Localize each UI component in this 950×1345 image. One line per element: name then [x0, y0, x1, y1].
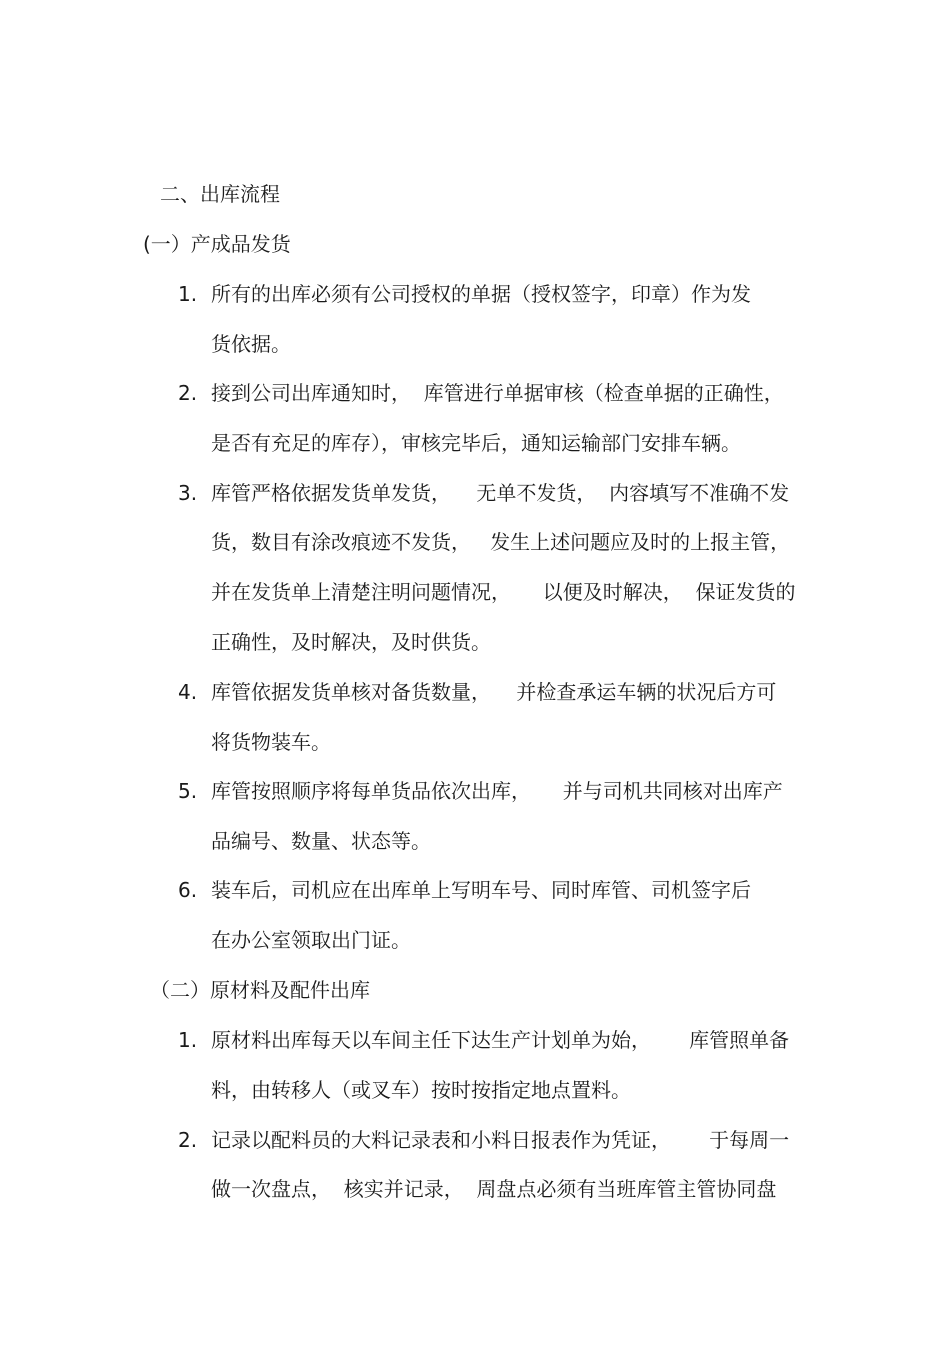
list-item-text: 是否有充足的库存），审核完毕后，通知运输部门安排车辆。 [211, 431, 741, 455]
subsection-title-2: （二）原材料及配件出库 [150, 978, 370, 1002]
list-item-text: 并在发货单上清楚注明问题情况， 以便及时解决， 保证发货的 [211, 580, 796, 604]
section-title: 二、出库流程 [160, 182, 280, 206]
list-item-text: 将货物装车。 [211, 730, 331, 754]
subsection-title-1: (一）产成品发货 [143, 232, 291, 256]
list-number: 2. [178, 1128, 198, 1152]
list-number: 1. [178, 282, 198, 306]
list-item-text: 接到公司出库通知时， 库管进行单据审核（检查单据的正确性， [211, 381, 784, 405]
list-number: 4. [178, 680, 198, 704]
list-item-text: 原材料出库每天以车间主任下达生产计划单为始， 库管照单备 [211, 1028, 790, 1052]
list-item-text: 记录以配料员的大料记录表和小料日报表作为凭证， 于每周一 [211, 1128, 790, 1152]
list-number: 1. [178, 1028, 198, 1052]
list-item-text: 在办公室领取出门证。 [211, 928, 411, 952]
list-item-text: 货依据。 [211, 332, 291, 356]
list-item-text: 料，由转移人（或叉车）按时按指定地点置料。 [211, 1078, 631, 1102]
list-number: 5. [178, 779, 198, 803]
list-number: 3. [178, 481, 198, 505]
list-item-text: 库管依据发货单核对备货数量， 并检查承运车辆的状况后方可 [211, 680, 777, 704]
list-item-text: 品编号、数量、状态等。 [211, 829, 431, 853]
list-item-text: 装车后，司机应在出库单上写明车号、同时库管、司机签字后 [211, 878, 751, 902]
list-item-text: 库管严格依据发货单发货， 无单不发货， 内容填写不准确不发 [211, 481, 790, 505]
list-item-text: 所有的出库必须有公司授权的单据（授权签字，印章）作为发 [211, 282, 751, 306]
list-number: 2. [178, 381, 198, 405]
list-item-text: 做一次盘点， 核实并记录， 周盘点必须有当班库管主管协同盘 [211, 1177, 777, 1201]
list-item-text: 货，数目有涂改痕迹不发货， 发生上述问题应及时的上报主管， [211, 530, 791, 554]
list-number: 6. [178, 878, 198, 902]
list-item-text: 正确性，及时解决，及时供货。 [211, 630, 491, 654]
list-item-text: 库管按照顺序将每单货品依次出库， 并与司机共同核对出库产 [211, 779, 783, 803]
